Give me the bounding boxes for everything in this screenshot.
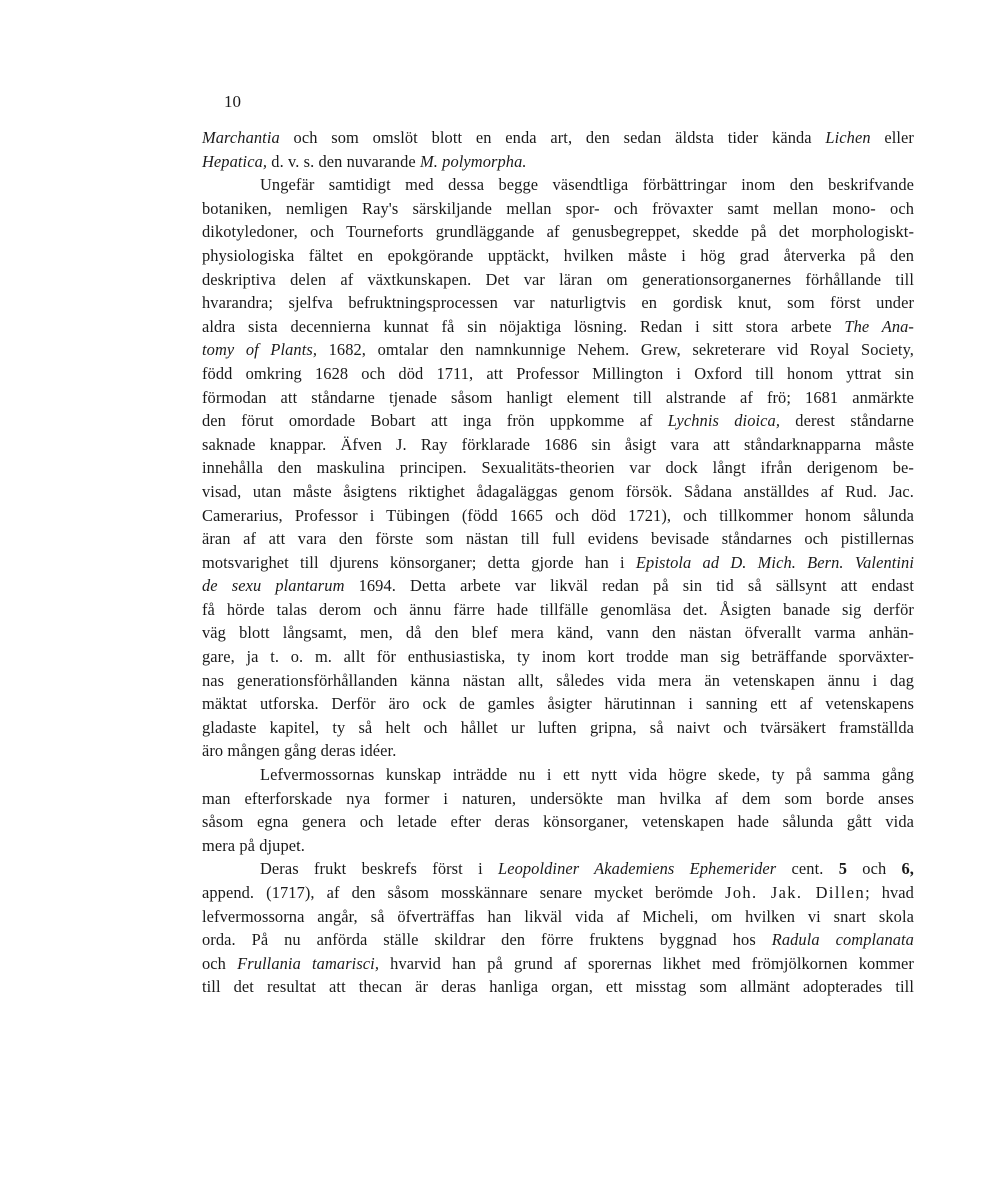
text-segment: gare, ja t. o. m. allt för enthusiastiska, ty inom kort trodde man sig beträffande sporväxter- bbox=[202, 647, 914, 667]
text-segment: Lefvermossornas kunskap inträdde nu i ett nytt vida högre skede, ty på samma gång bbox=[260, 765, 914, 785]
text-segment: gladaste kapitel, ty så helt och hållet ur luften gripna, så naivt och tvärsäkert framställda bbox=[202, 717, 914, 737]
text-segment: mäktat utforska. Derför äro ock de gamles åsigter härutinnan i sanning ett af vetenskapens bbox=[202, 694, 914, 714]
text-segment: 1694. Detta arbete var likväl redan på sin tid så sällsynt att endast bbox=[344, 576, 914, 596]
text-line bbox=[202, 952, 914, 976]
text-segment: till det resultat att thecan är deras hanliga organ, ett misstag som allmänt adopterades till bbox=[202, 977, 914, 997]
text-line bbox=[202, 150, 914, 174]
text-segment: d. v. s. den nuvarande bbox=[267, 151, 420, 171]
text-line bbox=[202, 315, 914, 339]
text-segment: Lichen bbox=[825, 128, 871, 147]
text-line bbox=[202, 409, 914, 433]
text-segment: Epistola ad D. Mich. Bern. Valentini bbox=[635, 552, 914, 572]
text-line bbox=[202, 574, 914, 598]
text-segment: lefvermossorna angår, så öfverträffas han likväl vida af Micheli, om hvilken vi snart skola bbox=[202, 906, 914, 926]
text-line bbox=[202, 551, 914, 575]
text-segment: den förut omordade Bobart att inga frön uppkomme af bbox=[202, 411, 668, 431]
text-segment: 6, bbox=[901, 859, 914, 879]
text-line bbox=[202, 881, 914, 905]
text-line bbox=[202, 621, 914, 645]
text-segment: Leopoldiner Akademiens Ephemerider bbox=[497, 859, 777, 879]
text-segment: såsom egna genera och letade efter deras könsorganer, vetenskapen hade sålunda gått vida bbox=[202, 812, 914, 832]
text-segment: de sexu plantarum bbox=[202, 576, 345, 596]
text-line bbox=[202, 197, 914, 221]
text-line bbox=[202, 126, 914, 150]
text-segment: visad, utan måste åsigtens riktighet ådagaläggas genom försök. Sådana anställdes af Rud. Jac. bbox=[202, 481, 914, 501]
text-line bbox=[202, 173, 914, 197]
text-line bbox=[202, 669, 914, 693]
text-segment: Joh. Jak. Dillen bbox=[725, 883, 866, 902]
text-segment: förmodan att ståndarne tjenade såsom hanligt element till alstrande af frö; 1681 anmärkte bbox=[202, 387, 914, 407]
text-line bbox=[202, 480, 914, 504]
text-line bbox=[202, 268, 914, 292]
page-number: 10 bbox=[224, 92, 241, 111]
text-segment: Radula complanata bbox=[771, 930, 914, 950]
text-segment: saknade knappar. Äfven J. Ray förklarade 1686 sin åsigt vara att ståndarknapparna måste bbox=[202, 434, 914, 454]
text-segment: ; hvad bbox=[865, 883, 914, 902]
text-line bbox=[202, 857, 914, 881]
text-line bbox=[202, 433, 914, 457]
text-segment: eller bbox=[870, 128, 914, 147]
text-line bbox=[202, 763, 914, 787]
text-line bbox=[202, 810, 914, 834]
text-segment: cent. bbox=[776, 859, 839, 879]
text-segment: få hörde talas derom och ännu färre hade tillfälle genomläsa det. Åsigten banade sig derför bbox=[202, 599, 914, 619]
text-segment: dikotyledoner, och Tourneforts grundläggande af genusbegreppet, skedde på det morphologiskt- bbox=[202, 222, 914, 242]
text-segment: innehålla den maskulina principen. Sexualitäts-theorien var dock långt ifrån derigenom be- bbox=[202, 458, 914, 478]
text-segment: aldra sista decennierna kunnat få sin nöjaktiga lösning. Redan i sitt stora arbete bbox=[202, 316, 845, 336]
text-line bbox=[202, 975, 914, 999]
text-line bbox=[202, 244, 914, 268]
text-line bbox=[202, 928, 914, 952]
text-line bbox=[202, 291, 914, 315]
text-segment: derest ståndarne bbox=[780, 411, 914, 431]
text-segment: deskriptiva delen af växtkunskapen. Det var läran om generationsorganernes förhållande till bbox=[202, 269, 914, 289]
text-line bbox=[202, 739, 914, 763]
text-segment: och som omslöt blott en enda art, den sedan äldsta tider kända bbox=[279, 128, 826, 147]
text-segment: Deras frukt beskrefs först i bbox=[260, 859, 498, 879]
text-segment: mera på djupet. bbox=[202, 835, 305, 855]
text-segment: väg blott långsamt, men, då den blef mera känd, vann den nästan öfverallt varma anhän- bbox=[202, 623, 914, 643]
text-segment: motsvarighet till djurens könsorganer; detta gjorde han i bbox=[202, 552, 636, 572]
text-segment: 5 bbox=[838, 859, 848, 879]
text-segment: The Ana- bbox=[844, 316, 914, 336]
text-line bbox=[202, 598, 914, 622]
text-segment: Ungefär samtidigt med dessa begge väsendtliga förbättringar inom den beskrifvande bbox=[260, 175, 914, 195]
text-line bbox=[202, 527, 914, 551]
text-line bbox=[202, 362, 914, 386]
text-segment: orda. På nu anförda ställe skildrar den förre fruktens byggnad hos bbox=[202, 930, 772, 950]
text-segment: nas generationsförhållanden känna nästan allt, således vida mera än vetenskapen ännu i dag bbox=[202, 670, 914, 690]
text-segment: botaniken, nemligen Ray's särskiljande mellan spor- och frövaxter samt mellan mono- och bbox=[202, 198, 914, 218]
text-segment: append. (1717), af den såsom mosskännare senare mycket berömde bbox=[202, 883, 726, 902]
text-line bbox=[202, 504, 914, 528]
text-segment: född omkring 1628 och död 1711, att Professor Millington i Oxford till honom yttrat sin bbox=[202, 363, 914, 383]
text-line bbox=[202, 692, 914, 716]
text-line bbox=[202, 386, 914, 410]
text-segment: man efterforskade nya former i naturen, undersökte man hvilka af dem som borde anses bbox=[202, 788, 914, 808]
text-segment: och bbox=[202, 953, 238, 973]
text-line bbox=[202, 716, 914, 740]
text-line bbox=[202, 220, 914, 244]
text-segment: Frullania tamarisci, bbox=[237, 953, 380, 973]
body-text bbox=[202, 126, 914, 999]
text-segment: tomy of Plants, bbox=[202, 340, 318, 360]
text-line bbox=[202, 456, 914, 480]
text-line bbox=[202, 787, 914, 811]
text-segment: hvarvid han på grund af sporernas likhet med frömjölkornen kommer bbox=[379, 953, 914, 973]
text-segment: Camerarius, Professor i Tübingen (född 1665 och död 1721), och tillkommer honom sålunda bbox=[202, 505, 914, 525]
text-segment: Hepatica, bbox=[202, 151, 268, 171]
text-line bbox=[202, 834, 914, 858]
text-segment: physiologiska fältet en epokgörande upptäckt, hvilken måste i hög grad återverka på den bbox=[202, 245, 914, 265]
text-segment: äran af att vara den förste som nästan till full evidens bevisade ståndarnes och pistillernas bbox=[202, 529, 914, 549]
text-line bbox=[202, 905, 914, 929]
text-line bbox=[202, 338, 914, 362]
text-segment: Lychnis dioica, bbox=[667, 411, 781, 431]
text-segment: 1682, omtalar den namnkunnige Nehem. Grew, sekreterare vid Royal Society, bbox=[317, 340, 914, 360]
text-segment: och bbox=[847, 859, 902, 879]
text-segment: hvarandra; sjelfva befruktningsprocessen var naturligtvis en gordisk knut, som först under bbox=[202, 293, 914, 313]
text-line bbox=[202, 645, 914, 669]
text-segment: M. polymorpha. bbox=[420, 151, 527, 171]
text-segment: äro mången gång deras idéer. bbox=[202, 741, 397, 761]
text-segment: Marchantia bbox=[202, 128, 280, 147]
